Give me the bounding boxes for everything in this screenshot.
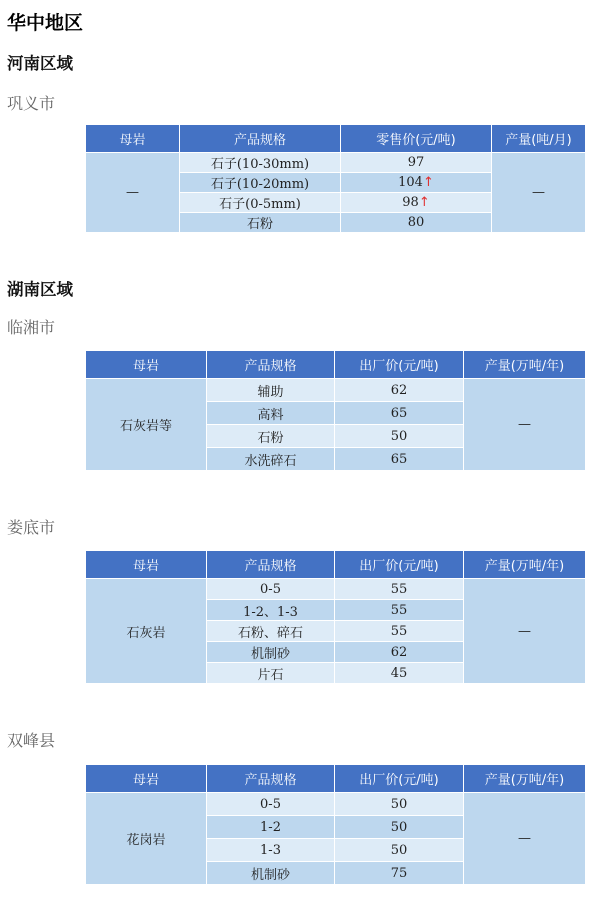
price-value: 75 xyxy=(390,865,408,881)
city-heading-loudi: 娄底市 xyxy=(7,518,56,537)
price-cell xyxy=(341,173,492,193)
spec-cell: 辅助 xyxy=(207,379,335,402)
price-value: 62 xyxy=(390,382,408,398)
table-row xyxy=(86,379,586,402)
price-cell xyxy=(335,862,464,885)
table-row xyxy=(86,793,586,816)
price-value: 65 xyxy=(390,451,408,467)
header-price: 出厂价(元/吨) xyxy=(335,551,464,579)
price-cell xyxy=(335,579,464,600)
price-cell xyxy=(335,816,464,839)
header-rock: 母岩 xyxy=(86,551,207,579)
output-cell: — xyxy=(464,379,586,471)
table-row xyxy=(86,579,586,600)
price-value: 65 xyxy=(390,405,408,421)
table-row xyxy=(86,153,586,173)
spec-cell: 石粉 xyxy=(207,425,335,448)
header-rock: 母岩 xyxy=(86,765,207,793)
price-up-arrow-icon: ↑ xyxy=(418,195,430,210)
price-value: 50 xyxy=(390,796,408,812)
price-value: 50 xyxy=(390,842,408,858)
page-title: 华中地区 xyxy=(7,12,84,34)
spec-cell: 石子(10-20mm) xyxy=(180,173,341,193)
price-cell xyxy=(335,448,464,471)
spec-cell: 机制砂 xyxy=(207,862,335,885)
spec-cell: 1-2、1-3 xyxy=(207,600,335,621)
price-table-shuangfeng xyxy=(85,764,586,885)
city-heading-gongyi: 巩义市 xyxy=(7,94,56,113)
spec-cell: 0-5 xyxy=(207,579,335,600)
rock-type-cell: 石灰岩 xyxy=(86,579,207,684)
price-table-linxiang xyxy=(85,350,586,471)
region-heading-hunan: 湖南区域 xyxy=(7,280,73,299)
price-cell xyxy=(335,793,464,816)
header-output: 产量(万吨/年) xyxy=(464,551,586,579)
spec-cell: 石粉、碎石 xyxy=(207,621,335,642)
spec-cell: 0-5 xyxy=(207,793,335,816)
price-cell xyxy=(335,379,464,402)
price-table-gongyi xyxy=(85,124,586,233)
price-value: 55 xyxy=(390,581,408,597)
price-value: 45 xyxy=(390,665,408,681)
price-cell xyxy=(335,402,464,425)
output-cell: — xyxy=(464,793,586,885)
spec-cell: 1-2 xyxy=(207,816,335,839)
spec-cell: 石子(0-5mm) xyxy=(180,193,341,213)
city-heading-shuangfeng: 双峰县 xyxy=(7,731,56,750)
price-value: 80 xyxy=(407,215,425,230)
header-price: 出厂价(元/吨) xyxy=(335,351,464,379)
price-cell xyxy=(335,642,464,663)
price-cell xyxy=(335,425,464,448)
spec-cell: 石子(10-30mm) xyxy=(180,153,341,173)
rock-type-cell: 花岗岩 xyxy=(86,793,207,885)
output-cell: — xyxy=(492,153,586,233)
spec-cell: 机制砂 xyxy=(207,642,335,663)
header-output: 产量(万吨/年) xyxy=(464,765,586,793)
header-price: 出厂价(元/吨) xyxy=(335,765,464,793)
header-rock: 母岩 xyxy=(86,351,207,379)
price-value: 98 xyxy=(402,195,419,210)
header-spec: 产品规格 xyxy=(207,765,335,793)
price-value: 50 xyxy=(390,819,408,835)
rock-type-cell: — xyxy=(86,153,180,233)
header-rock: 母岩 xyxy=(86,125,180,153)
price-value: 55 xyxy=(390,623,408,639)
price-value: 97 xyxy=(407,155,425,170)
price-cell xyxy=(335,663,464,684)
spec-cell: 水洗碎石 xyxy=(207,448,335,471)
rock-type-cell: 石灰岩等 xyxy=(86,379,207,471)
spec-cell: 高料 xyxy=(207,402,335,425)
price-cell xyxy=(341,193,492,213)
price-cell xyxy=(335,839,464,862)
output-cell: — xyxy=(464,579,586,684)
header-output: 产量(吨/月) xyxy=(492,125,586,153)
header-price: 零售价(元/吨) xyxy=(341,125,492,153)
price-value: 62 xyxy=(390,644,408,660)
header-spec: 产品规格 xyxy=(180,125,341,153)
price-cell xyxy=(341,153,492,173)
price-value: 55 xyxy=(390,602,408,618)
price-up-arrow-icon: ↑ xyxy=(422,175,434,190)
spec-cell: 石粉 xyxy=(180,213,341,233)
price-cell xyxy=(335,600,464,621)
header-spec: 产品规格 xyxy=(207,351,335,379)
price-table-loudi xyxy=(85,550,586,684)
city-heading-linxiang: 临湘市 xyxy=(7,318,56,337)
price-cell xyxy=(341,213,492,233)
region-heading-henan: 河南区域 xyxy=(7,54,73,73)
price-value: 50 xyxy=(390,428,408,444)
header-output: 产量(万吨/年) xyxy=(464,351,586,379)
header-spec: 产品规格 xyxy=(207,551,335,579)
spec-cell: 片石 xyxy=(207,663,335,684)
spec-cell: 1-3 xyxy=(207,839,335,862)
price-value: 104 xyxy=(398,175,423,190)
price-cell xyxy=(335,621,464,642)
